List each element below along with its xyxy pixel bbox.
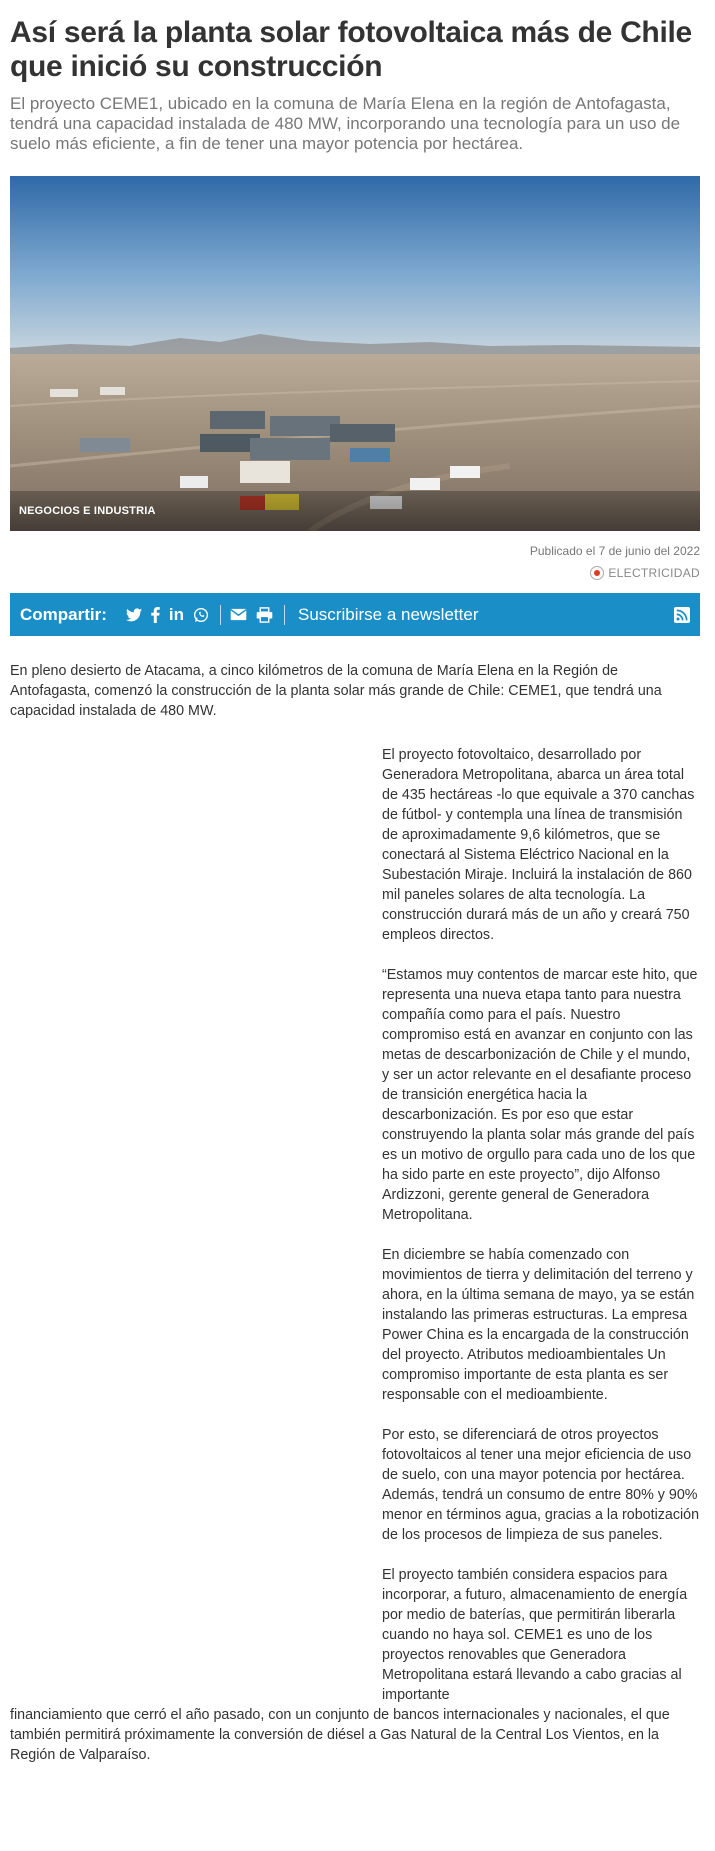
hero-image[interactable] bbox=[10, 176, 700, 531]
article-paragraph-continuation: financiamiento que cerró el año pasado, con un conjunto de bancos internacionales y nacionales, el que también permitirá próximamente la conversión de diésel a Gas Natural de la Central Los Vientos, en la Región de Valparaíso. bbox=[10, 1707, 670, 1763]
article-paragraph: En diciembre se había comenzado con movimientos de tierra y delimitación del terreno y ahora, en la última semana de mayo, ya se están instalando las primeras estructuras. La empresa Power China es la encargada de la construcción del proyecto. Atributos medioambientales Un compromiso importante de esta planta es ser responsable con el medioambiente. bbox=[382, 1247, 695, 1403]
article bbox=[10, 0, 700, 1765]
image-category-tag[interactable]: NEGOCIOS E INDUSTRIA bbox=[10, 491, 700, 531]
article-paragraph: El proyecto también considera espacios para incorporar, a futuro, almacenamiento de energía por medio de baterías, que permitirán liberarla cuando no haya sol. CEME1 es uno de los proyectos renovables que Generadora Metropolitana estará llevando a cabo gracias al importante bbox=[382, 1567, 688, 1703]
share-divider bbox=[284, 605, 285, 625]
newsletter-link[interactable]: Suscribirse a newsletter bbox=[298, 604, 479, 624]
email-icon[interactable] bbox=[230, 608, 247, 621]
desert-construction-photo bbox=[10, 176, 700, 531]
article-paragraph: “Estamos muy contentos de marcar este hito, que representa una nueva etapa tanto para nuestra compañía como para el país. Nuestro compromiso está en avanzar en conjunto con las metas de descarbonización de Chile y el mundo, y ser un actor relevante en el desafiante proceso de transición energética hacia la descarbonización. Es por eso que estar construyendo la planta solar más grande del país es un motivo de orgullo para cada uno de los que ha sido parte en este proyecto”, dijo Alfonso Ardizzoni, gerente general de Generadora Metropolitana. bbox=[382, 967, 698, 1223]
print-icon[interactable] bbox=[256, 607, 273, 623]
share-bar bbox=[10, 593, 700, 636]
category-text: ELECTRICIDAD bbox=[608, 566, 700, 580]
category-label[interactable] bbox=[10, 566, 700, 580]
linkedin-icon[interactable]: in bbox=[168, 604, 185, 624]
share-icons bbox=[126, 605, 294, 625]
share-divider bbox=[220, 605, 221, 625]
share-label: Compartir: bbox=[20, 604, 107, 624]
article-paragraph: El proyecto fotovoltaico, desarrollado por Generadora Metropolitana, abarca un área total de 435 hectáreas -lo que equivale a 370 canchas de fútbol- y contempla una línea de transmisión de aproximadamente 9,6 kilómetros, que se conectará al Sistema Eléctrico Nacional en la Subestación Miraje. Incluirá la instalación de 860 mil paneles solares de alta tecnología. La construcción durará más de un año y creará 750 empleos directos. bbox=[382, 747, 695, 943]
article-headline: Así será la planta solar fotovoltaica más de Chile que inició su construcción bbox=[10, 16, 692, 83]
article-body-column bbox=[382, 745, 700, 1705]
article-intro: En pleno desierto de Atacama, a cinco kilómetros de la comuna de María Elena en la Región de Antofagasta, comenzó la construcción de la planta solar más grande de Chile: CEME1, que tendrá una capacidad instalada de 480 MW. bbox=[10, 663, 662, 719]
twitter-icon[interactable] bbox=[126, 608, 142, 622]
rss-icon[interactable] bbox=[674, 607, 690, 623]
article-dek: El proyecto CEME1, ubicado en la comuna de María Elena en la región de Antofagasta, tendrá una capacidad instalada de 480 MW, incorporando una tecnología para un uso de suelo más eficiente, a fin de tener una mayor potencia por hectárea. bbox=[10, 94, 681, 153]
publish-date: Publicado el 7 de junio del 2022 bbox=[529, 544, 700, 558]
article-paragraph: Por esto, se diferenciará de otros proyectos fotovoltaicos al tener una mejor eficiencia de uso de suelo, con una mayor potencia por hectárea. Además, tendrá un consumo de entre 80% y 90% menor en términos agua, gracias a la robotización de los procesos de limpieza de sus paneles. bbox=[382, 1427, 700, 1543]
category-dot-icon bbox=[590, 566, 604, 580]
facebook-icon[interactable] bbox=[151, 607, 160, 623]
whatsapp-icon[interactable] bbox=[193, 607, 209, 623]
